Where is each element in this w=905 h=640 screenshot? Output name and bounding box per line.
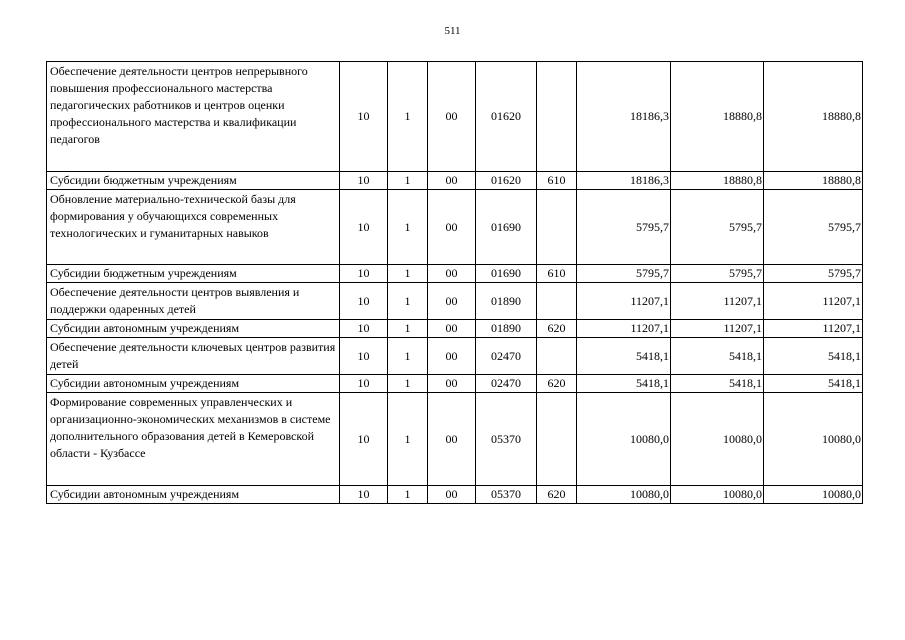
- cell-value-3: 5795,7: [764, 190, 863, 265]
- cell-value-2: 11207,1: [671, 320, 764, 338]
- cell-code-5: 620: [537, 375, 577, 393]
- cell-code-5: 620: [537, 486, 577, 504]
- cell-code-3: 00: [428, 375, 476, 393]
- cell-code-4: 02470: [476, 375, 537, 393]
- cell-code-4: 01890: [476, 283, 537, 320]
- row-name: Обеспечение деятельности ключевых центров развития детей: [47, 338, 340, 375]
- cell-code-4: 01690: [476, 265, 537, 283]
- cell-code-1: 10: [340, 283, 388, 320]
- row-name: Обеспечение деятельности центров выявления и поддержки одаренных детей: [47, 283, 340, 320]
- cell-code-3: 00: [428, 265, 476, 283]
- cell-value-3: 5418,1: [764, 375, 863, 393]
- cell-value-1: 10080,0: [577, 486, 671, 504]
- row-name: Субсидии автономным учреждениям: [47, 375, 340, 393]
- table-row: [47, 320, 863, 338]
- cell-code-2: 1: [388, 338, 428, 375]
- table-row: [47, 338, 863, 375]
- cell-value-3: 5418,1: [764, 338, 863, 375]
- row-name: Формирование современных управленческих и организационно-экономических механизмов в системе дополнительного образования детей в Кемеровской области - Кузбассе: [47, 393, 340, 486]
- cell-value-2: 10080,0: [671, 486, 764, 504]
- cell-value-1: 5418,1: [577, 375, 671, 393]
- cell-code-5: [537, 62, 577, 172]
- cell-code-4: 05370: [476, 486, 537, 504]
- cell-value-2: 18880,8: [671, 62, 764, 172]
- cell-code-3: 00: [428, 338, 476, 375]
- cell-code-5: [537, 338, 577, 375]
- cell-code-2: 1: [388, 393, 428, 486]
- row-name: Субсидии автономным учреждениям: [47, 486, 340, 504]
- cell-code-2: 1: [388, 265, 428, 283]
- cell-code-1: 10: [340, 320, 388, 338]
- cell-value-1: 11207,1: [577, 283, 671, 320]
- cell-code-1: 10: [340, 172, 388, 190]
- row-name: Обеспечение деятельности центров непрерывного повышения профессионального мастерства педагогических работников и центров оценки профессионального мастерства и квалификации педагогов: [47, 62, 340, 172]
- cell-code-3: 00: [428, 62, 476, 172]
- cell-value-3: 10080,0: [764, 393, 863, 486]
- cell-value-1: 18186,3: [577, 62, 671, 172]
- cell-value-3: 18880,8: [764, 172, 863, 190]
- cell-code-3: 00: [428, 320, 476, 338]
- cell-value-2: 18880,8: [671, 172, 764, 190]
- cell-value-3: 11207,1: [764, 283, 863, 320]
- table-row: [47, 190, 863, 265]
- cell-value-2: 5795,7: [671, 190, 764, 265]
- row-name: Субсидии бюджетным учреждениям: [47, 172, 340, 190]
- cell-code-2: 1: [388, 375, 428, 393]
- cell-code-5: [537, 393, 577, 486]
- cell-value-1: 5418,1: [577, 338, 671, 375]
- cell-code-1: 10: [340, 393, 388, 486]
- cell-code-2: 1: [388, 62, 428, 172]
- cell-value-1: 5795,7: [577, 190, 671, 265]
- cell-code-4: 01620: [476, 62, 537, 172]
- cell-code-3: 00: [428, 283, 476, 320]
- cell-code-1: 10: [340, 375, 388, 393]
- cell-code-4: 05370: [476, 393, 537, 486]
- cell-code-2: 1: [388, 172, 428, 190]
- table-row: [47, 486, 863, 504]
- table-row: [47, 375, 863, 393]
- cell-code-4: 02470: [476, 338, 537, 375]
- cell-code-3: 00: [428, 172, 476, 190]
- cell-code-2: 1: [388, 320, 428, 338]
- table-row: [47, 172, 863, 190]
- cell-code-5: [537, 190, 577, 265]
- cell-value-1: 5795,7: [577, 265, 671, 283]
- cell-value-2: 5418,1: [671, 375, 764, 393]
- cell-value-1: 18186,3: [577, 172, 671, 190]
- table-row: [47, 393, 863, 486]
- cell-code-5: 620: [537, 320, 577, 338]
- cell-value-2: 5418,1: [671, 338, 764, 375]
- cell-code-5: 610: [537, 172, 577, 190]
- cell-code-1: 10: [340, 486, 388, 504]
- cell-code-1: 10: [340, 338, 388, 375]
- row-name: Субсидии автономным учреждениям: [47, 320, 340, 338]
- cell-code-4: 01890: [476, 320, 537, 338]
- cell-value-3: 10080,0: [764, 486, 863, 504]
- cell-code-2: 1: [388, 283, 428, 320]
- cell-code-1: 10: [340, 62, 388, 172]
- cell-code-5: 610: [537, 265, 577, 283]
- budget-table: [46, 61, 863, 504]
- cell-code-3: 00: [428, 393, 476, 486]
- row-name: Обновление материально-технической базы для формирования у обучающихся современных технологических и гуманитарных навыков: [47, 190, 340, 265]
- cell-code-2: 1: [388, 486, 428, 504]
- cell-code-4: 01690: [476, 190, 537, 265]
- cell-code-3: 00: [428, 190, 476, 265]
- cell-value-2: 10080,0: [671, 393, 764, 486]
- cell-code-5: [537, 283, 577, 320]
- row-name: Субсидии бюджетным учреждениям: [47, 265, 340, 283]
- cell-value-1: 10080,0: [577, 393, 671, 486]
- cell-code-1: 10: [340, 265, 388, 283]
- table-row: [47, 283, 863, 320]
- cell-value-3: 5795,7: [764, 265, 863, 283]
- table-row: [47, 265, 863, 283]
- cell-value-3: 11207,1: [764, 320, 863, 338]
- cell-value-2: 11207,1: [671, 283, 764, 320]
- cell-code-2: 1: [388, 190, 428, 265]
- cell-code-3: 00: [428, 486, 476, 504]
- page-number: 511: [444, 25, 461, 37]
- cell-code-4: 01620: [476, 172, 537, 190]
- cell-value-1: 11207,1: [577, 320, 671, 338]
- cell-code-1: 10: [340, 190, 388, 265]
- table-row: [47, 62, 863, 172]
- cell-value-2: 5795,7: [671, 265, 764, 283]
- cell-value-3: 18880,8: [764, 62, 863, 172]
